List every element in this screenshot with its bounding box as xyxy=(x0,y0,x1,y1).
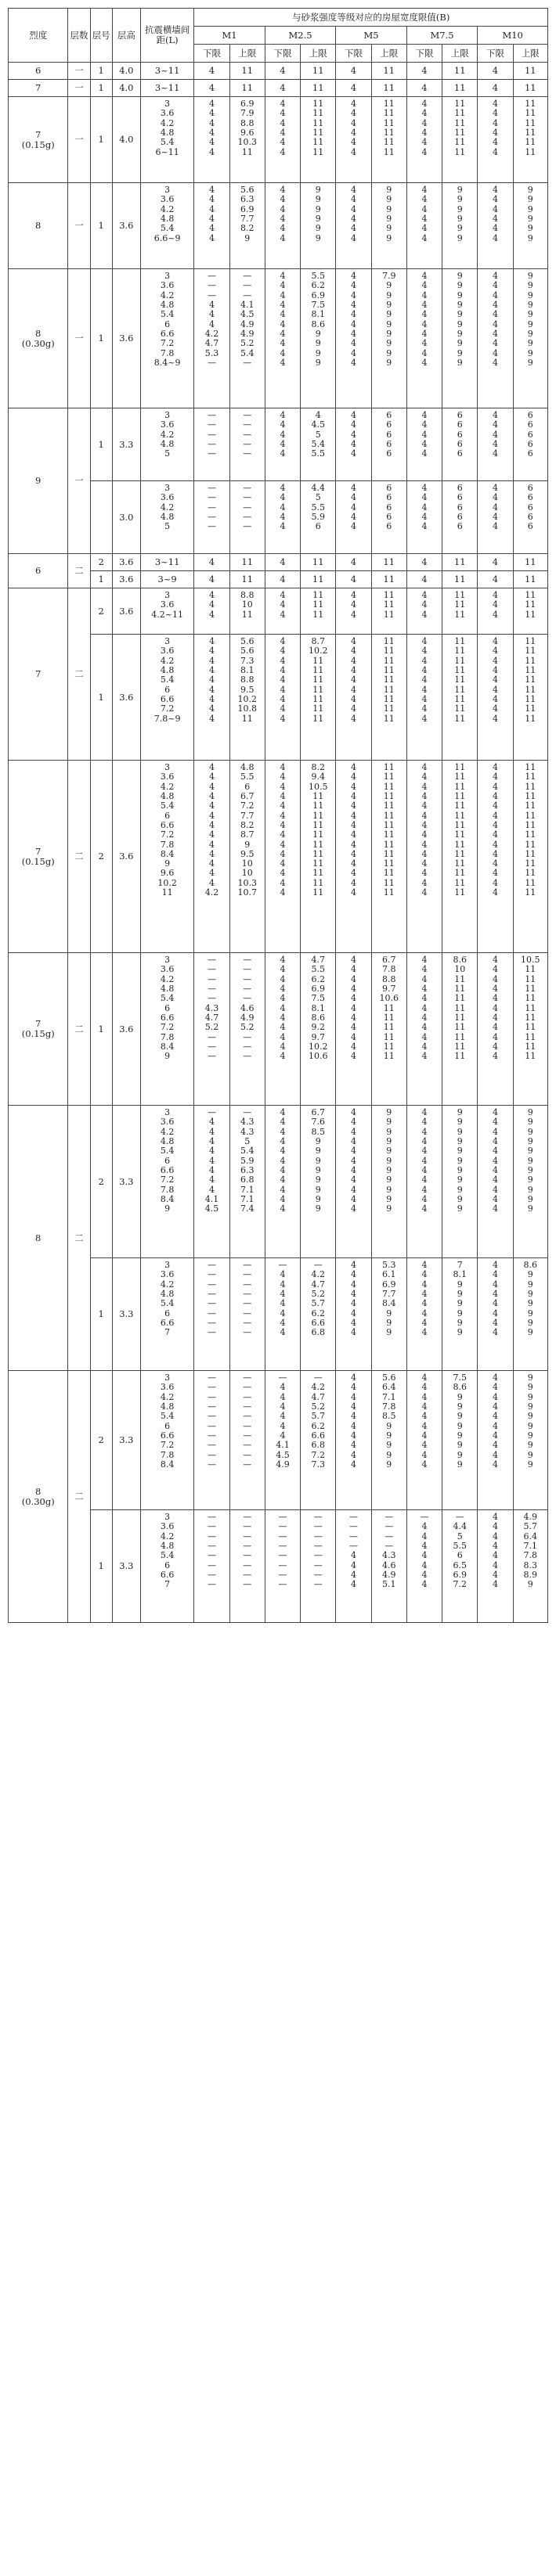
limit-cell: 11 11 11 11 11 11 xyxy=(371,97,406,183)
storeys-cell: 一 xyxy=(68,80,90,97)
spacing-cell: 3 3.6 4.2 4.8 5.4 6 6.6 7.2 7.8 8.4 xyxy=(140,1371,193,1510)
intensity-cell: 7 xyxy=(9,80,68,97)
limit-cell: — 4.4 5 5.5 6 6.5 6.9 7.2 xyxy=(442,1510,478,1623)
limit-cell: 5.6 5.6 7.3 8.1 8.8 9.5 10.2 10.8 11 xyxy=(229,635,265,761)
limit-cell: — — — — — — — — xyxy=(301,1510,336,1623)
limit-cell: 4 4 4 4 4 xyxy=(336,481,371,554)
storey-height-cell: 3.6 xyxy=(112,761,140,953)
limit-cell: 4 xyxy=(406,571,442,588)
header-storey-no: 层号 xyxy=(90,9,112,63)
limit-cell: 4 4 4 4 4 4 4 4 4 4 4 4 4 4 xyxy=(265,761,300,953)
storey-height-cell: 3.3 xyxy=(112,1371,140,1510)
storey-no-cell: 1 xyxy=(90,408,112,481)
spacing-cell: 3 3.6 4.2 4.8 5.4 6 6.6 7.2 7.8~9 xyxy=(140,635,193,761)
limit-cell: 4 4 4 4 4 4 4 4 4 xyxy=(336,635,371,761)
limit-cell: 4 xyxy=(336,554,371,571)
limit-cell: 4 4 4 4 4 4 4 4 4 4 4 xyxy=(478,1106,513,1258)
width-limit-table xyxy=(8,8,548,1623)
limit-cell: 11 xyxy=(442,554,478,571)
spacing-cell: 3~9 xyxy=(140,571,193,588)
storey-no-cell: 1 xyxy=(90,571,112,588)
limit-cell: — — — — — — — — — — xyxy=(194,1371,229,1510)
limit-cell: 4 xyxy=(406,554,442,571)
storey-no-cell: 1 xyxy=(90,63,112,80)
storey-no-cell: 2 xyxy=(90,588,112,635)
storey-height-cell: 3.6 xyxy=(112,269,140,408)
limit-cell: 11 11 11 11 11 11 11 11 11 xyxy=(442,635,478,761)
limit-cell: 4 xyxy=(265,80,300,97)
intensity-cell: 8 (0.30g) xyxy=(9,1371,68,1623)
limit-cell: 4 4 4 4 4 xyxy=(478,481,513,554)
limit-cell: 7.9 9 9 9 9 9 9 9 9 9 xyxy=(371,269,406,408)
limit-cell: — 4 4 4 4 4 4 4 xyxy=(265,1258,300,1371)
storey-height-cell: 3.6 xyxy=(112,571,140,588)
limit-cell: 4 4 4 4 4 4 4 4 4 4 4 4 4 4 xyxy=(336,761,371,953)
limit-cell: — — — — 4.3 4.6 4.9 5.1 xyxy=(371,1510,406,1623)
limit-cell: 8.8 10 11 xyxy=(229,588,265,635)
table-row xyxy=(9,761,548,953)
table-row xyxy=(9,554,548,571)
header-lower: 下限 xyxy=(265,45,300,63)
header-storeys: 层数 xyxy=(68,9,90,63)
limit-cell: 4 4 4 xyxy=(406,588,442,635)
storeys-cell: 二 xyxy=(68,588,90,761)
limit-cell: 7 8.1 9 9 9 9 9 9 xyxy=(442,1258,478,1371)
limit-cell: 11 xyxy=(229,571,265,588)
limit-cell: 4 xyxy=(194,554,229,571)
storey-no-cell xyxy=(90,481,112,554)
limit-cell: 4 4 4 4 4 4 4 4 4 4 4 xyxy=(406,1106,442,1258)
limit-cell: 4 4 4 4 4 4 4 4 4 4 xyxy=(478,1371,513,1510)
limit-cell: — 4.2 4.7 5.2 5.7 6.2 6.6 6.8 xyxy=(301,1258,336,1371)
limit-cell: 4 4 4 xyxy=(478,588,513,635)
spacing-cell: 3 3.6 4.2 4.8 5.4 6 6.6 7.2 7.8 8.4 9 xyxy=(140,953,193,1106)
limit-cell: — — — — — — — — xyxy=(229,1258,265,1371)
limit-cell: 11 xyxy=(442,80,478,97)
limit-cell: 4 xyxy=(336,80,371,97)
limit-cell: 11 11 11 11 11 11 11 11 11 xyxy=(371,635,406,761)
storeys-cell: 二 xyxy=(68,1106,90,1371)
limit-cell: 4 4 4 4 4 4 4 4 xyxy=(478,1510,513,1623)
limit-cell: 4 4 4 4 4 xyxy=(406,481,442,554)
limit-cell: 11 11 11 11 11 11 xyxy=(513,97,547,183)
table-row xyxy=(9,97,548,183)
limit-cell: 4 4 4 4 4 4 xyxy=(478,97,513,183)
storey-height-cell: 3.3 xyxy=(112,1106,140,1258)
limit-cell: — 4 4 4 4 4 4 4 xyxy=(406,1510,442,1623)
header-lower: 下限 xyxy=(194,45,229,63)
limit-cell: 4 4 4 4 4 4 4 4 4 4 xyxy=(265,269,300,408)
limit-cell: 11 xyxy=(513,571,547,588)
limit-cell: 4.9 5.7 6.4 7.1 7.8 8.3 8.9 9 xyxy=(513,1510,547,1623)
limit-cell: 6 6 6 6 6 xyxy=(513,481,547,554)
storeys-cell: 一 xyxy=(68,63,90,80)
limit-cell: 4 4 4 4 4 4 4 4 4 xyxy=(265,635,300,761)
limit-cell: 11 xyxy=(229,80,265,97)
storey-no-cell: 1 xyxy=(90,1258,112,1371)
limit-cell: 11 xyxy=(301,80,336,97)
limit-cell: 4 4 4 4 4 4 4 4 4 4 xyxy=(478,269,513,408)
limit-cell: 11 11 11 xyxy=(442,588,478,635)
limit-cell: 11 11 11 11 11 11 11 11 11 11 11 11 11 11 xyxy=(371,761,406,953)
limit-cell: 6 6 6 6 6 xyxy=(371,408,406,481)
limit-cell: 4 4 4 4 4 4 4 4 4 4 4 xyxy=(336,1106,371,1258)
limit-cell: 9 9 9 9 9 9 9 9 9 9 xyxy=(442,269,478,408)
storey-height-cell: 4.0 xyxy=(112,97,140,183)
table-row xyxy=(9,588,548,635)
table-row xyxy=(9,953,548,1106)
storey-height-cell: 3.6 xyxy=(112,588,140,635)
table-header xyxy=(9,9,548,63)
limit-cell: 11 11 11 11 11 11 11 11 11 xyxy=(513,635,547,761)
limit-cell: 4 4 4 4 4 4 4 4 4 4 4 xyxy=(406,953,442,1106)
limit-cell: 11 11 11 11 11 11 11 11 11 11 11 11 11 11 xyxy=(442,761,478,953)
limit-cell: 11 11 11 xyxy=(513,588,547,635)
header-grade: M7.5 xyxy=(406,27,478,45)
limit-cell: 4 4 4 4 4 4 4 4 4 xyxy=(406,635,442,761)
limit-cell: 11 xyxy=(442,63,478,80)
limit-cell: 11 xyxy=(229,63,265,80)
limit-cell: 4 4 4 4 4 4 xyxy=(406,97,442,183)
limit-cell: — — — — — — — — xyxy=(229,1510,265,1623)
limit-cell: 4 xyxy=(336,571,371,588)
limit-cell: 9 9 9 9 9 9 xyxy=(442,183,478,269)
limit-cell: 9 9 9 9 9 9 xyxy=(371,183,406,269)
limit-cell: 11 11 11 xyxy=(371,588,406,635)
limit-cell: 11 11 11 xyxy=(301,588,336,635)
intensity-cell: 8 (0.30g) xyxy=(9,269,68,408)
spacing-cell: 3~11 xyxy=(140,63,193,80)
limit-cell: 11 xyxy=(229,554,265,571)
limit-cell: 4 4 4 4 4 4 4 4 4 4 4 xyxy=(265,953,300,1106)
limit-cell: — — — — — — — — xyxy=(265,1510,300,1623)
intensity-cell: 7 (0.15g) xyxy=(9,97,68,183)
limit-cell: 6 6 6 6 6 xyxy=(442,481,478,554)
header-grade: M1 xyxy=(194,27,265,45)
limit-cell: 8.2 9.4 10.5 11 11 11 11 11 11 11 11 11 11 11 xyxy=(301,761,336,953)
header-intensity: 烈度 xyxy=(9,9,68,63)
limit-cell: 11 xyxy=(371,554,406,571)
limit-cell: 11 xyxy=(301,63,336,80)
limit-cell: — — — — 4 4 4 4 xyxy=(336,1510,371,1623)
header-upper: 上限 xyxy=(229,45,265,63)
storey-height-cell: 3.3 xyxy=(112,1510,140,1623)
limit-cell: 4 xyxy=(336,63,371,80)
spacing-cell: 3 3.6 4.2 4.8 5.4 6 6.6 7.2 7.8 8.4~9 xyxy=(140,269,193,408)
limit-cell: — — — — — — — — xyxy=(194,1258,229,1371)
intensity-cell: 8 xyxy=(9,1106,68,1371)
limit-cell: 9 9 9 9 9 9 9 9 9 9 9 xyxy=(371,1106,406,1258)
header-upper: 上限 xyxy=(513,45,547,63)
limit-cell: 11 xyxy=(442,571,478,588)
limit-cell: 4 4 4 4 4 4 xyxy=(265,183,300,269)
storeys-cell: 一 xyxy=(68,408,90,554)
limit-cell: 9 9 9 9 9 9 9 9 9 9 9 xyxy=(513,1106,547,1258)
limit-cell: 4 xyxy=(194,571,229,588)
limit-cell: 4 4 4 4 4 xyxy=(265,481,300,554)
header-lower: 下限 xyxy=(336,45,371,63)
spacing-cell: 3~11 xyxy=(140,554,193,571)
limit-cell: 4 4 4 xyxy=(336,588,371,635)
header-width-limit-group: 与砂浆强度等级对应的房屋宽度限值(B) xyxy=(194,9,548,27)
limit-cell: 4 xyxy=(265,63,300,80)
limit-cell: 4 4 4 4 4 xyxy=(406,408,442,481)
limit-cell: 4 4 4 4 4 4 4 4 4 4 4 xyxy=(265,1106,300,1258)
spacing-cell: 3 3.6 4.2 4.8 5.4 6 6.6 7.2 7.8 8.4 9 9.6 10.2 11 xyxy=(140,761,193,953)
limit-cell: 4 4 4 4 4 4 4 4 4 4 4 4 4 4.2 xyxy=(194,761,229,953)
limit-cell: — — — — — xyxy=(194,481,229,554)
limit-cell: — 4.3 4.3 5 5.4 5.9 6.3 6.8 7.1 7.1 7.4 xyxy=(229,1106,265,1258)
spacing-cell: 3 3.6 4.2~11 xyxy=(140,588,193,635)
limit-cell: 4 4 4 4 4 4 xyxy=(406,183,442,269)
table-row xyxy=(9,1371,548,1510)
intensity-cell: 7 xyxy=(9,588,68,761)
storey-no-cell: 2 xyxy=(90,554,112,571)
storeys-cell: 二 xyxy=(68,554,90,588)
limit-cell: 4 4 4 4 4 xyxy=(336,408,371,481)
limit-cell: 11 xyxy=(371,80,406,97)
storeys-cell: 一 xyxy=(68,97,90,183)
limit-cell: — — — 4.1 4.5 4.9 4.9 5.2 5.4 — xyxy=(229,269,265,408)
limit-cell: 6.7 7.6 8.5 9 9 9 9 9 9 9 9 xyxy=(301,1106,336,1258)
limit-cell: 5.3 6.1 6.9 7.7 8.4 9 9 9 xyxy=(371,1258,406,1371)
table-row xyxy=(9,269,548,408)
header-lower: 下限 xyxy=(406,45,442,63)
limit-cell: 11 xyxy=(371,63,406,80)
storey-no-cell: 2 xyxy=(90,1371,112,1510)
limit-cell: 4 4 4 4 4 4 4 4 4 xyxy=(194,635,229,761)
header-grade: M2.5 xyxy=(265,27,336,45)
limit-cell: 4 4 4 4 4 4 xyxy=(336,97,371,183)
limit-cell: 11 xyxy=(371,571,406,588)
intensity-cell: 7 (0.15g) xyxy=(9,761,68,953)
storeys-cell: 二 xyxy=(68,1371,90,1623)
table-row xyxy=(9,80,548,97)
limit-cell: 4 4 4 4 4 4 4 4 xyxy=(406,1258,442,1371)
limit-cell: 4 4 4 4 4 4 xyxy=(194,97,229,183)
intensity-cell: 7 (0.15g) xyxy=(9,953,68,1106)
intensity-cell: 6 xyxy=(9,63,68,80)
limit-cell: 11 11 11 11 11 11 xyxy=(301,97,336,183)
limit-cell: — 4.2 4.7 5.2 5.7 6.2 6.6 6.8 7.2 7.3 xyxy=(301,1371,336,1510)
storey-no-cell: 1 xyxy=(90,183,112,269)
storey-height-cell: 3.3 xyxy=(112,1258,140,1371)
limit-cell: 4 xyxy=(406,63,442,80)
storey-no-cell: 1 xyxy=(90,269,112,408)
storey-no-cell: 1 xyxy=(90,1510,112,1623)
storeys-cell: 一 xyxy=(68,183,90,269)
limit-cell: 4 4 4 xyxy=(265,588,300,635)
limit-cell: 4 xyxy=(406,80,442,97)
limit-cell: — — — — — 4.3 4.7 5.2 — — — xyxy=(194,953,229,1106)
spacing-cell: 3 3.6 4.2 4.8 5.4 6.6~9 xyxy=(140,183,193,269)
limit-cell: 4 4.5 5 5.4 5.5 xyxy=(301,408,336,481)
limit-cell: 4 4 4 4 4 4 4 4 4 4 4 4 4 4 xyxy=(406,761,442,953)
storey-height-cell: 3.6 xyxy=(112,953,140,1106)
limit-cell: 4 4 4 xyxy=(194,588,229,635)
limit-cell: 4 xyxy=(478,554,513,571)
header-upper: 上限 xyxy=(301,45,336,63)
limit-cell: 4 xyxy=(265,554,300,571)
storeys-cell: 二 xyxy=(68,761,90,953)
limit-cell: 5.6 6.3 6.9 7.7 8.2 9 xyxy=(229,183,265,269)
limit-cell: 11 xyxy=(513,554,547,571)
storey-no-cell: 2 xyxy=(90,1106,112,1258)
spacing-cell: 3 3.6 4.2 4.8 5.4 6~11 xyxy=(140,97,193,183)
limit-cell: — — — 4 4 4 4.2 4.7 5.3 — xyxy=(194,269,229,408)
storeys-cell: 一 xyxy=(68,269,90,408)
limit-cell: 8.7 10.2 11 11 11 11 11 11 11 xyxy=(301,635,336,761)
limit-cell: 4 xyxy=(478,63,513,80)
limit-cell: 5.5 6.2 6.9 7.5 8.1 8.6 9 9 9 9 xyxy=(301,269,336,408)
limit-cell: 4 4 4 4 4 xyxy=(265,408,300,481)
limit-cell: 9 9 9 9 9 9 9 9 9 9 xyxy=(513,1371,547,1510)
limit-cell: — 4 4 4 4 4 4 4.1 4.5 4.9 xyxy=(265,1371,300,1510)
spacing-cell: 3~11 xyxy=(140,80,193,97)
header-grade: M5 xyxy=(336,27,407,45)
spacing-cell: 3 3.6 4.2 4.8 5 xyxy=(140,481,193,554)
limit-cell: 9 9 9 9 9 9 xyxy=(513,183,547,269)
storey-height-cell: 4.0 xyxy=(112,80,140,97)
limit-cell: 8.6 9 9 9 9 9 9 9 xyxy=(513,1258,547,1371)
storey-no-cell: 2 xyxy=(90,761,112,953)
limit-cell: 5.6 6.4 7.1 7.8 8.5 9 9 9 9 9 xyxy=(371,1371,406,1510)
header-grade: M10 xyxy=(478,27,548,45)
header-upper: 上限 xyxy=(371,45,406,63)
storey-height-cell: 3.0 xyxy=(112,481,140,554)
limit-cell: — — — — — xyxy=(229,481,265,554)
storey-no-cell: 1 xyxy=(90,80,112,97)
limit-cell: 4 xyxy=(478,80,513,97)
limit-cell: 4 xyxy=(478,571,513,588)
limit-cell: 4 4 4 4 4 4 xyxy=(265,97,300,183)
limit-cell: 7.5 8.6 9 9 9 9 9 9 9 9 xyxy=(442,1371,478,1510)
limit-cell: 4.7 5.5 6.2 6.9 7.5 8.1 8.6 9.2 9.7 10.2 10.6 xyxy=(301,953,336,1106)
limit-cell: 4 xyxy=(265,571,300,588)
limit-cell: 4 4 4 4 4 4 4 4 4 4 xyxy=(406,1371,442,1510)
limit-cell: 4 xyxy=(194,80,229,97)
table-row xyxy=(9,183,548,269)
limit-cell: 4 4 4 4 4 4 4 4 4 xyxy=(478,635,513,761)
intensity-cell: 8 xyxy=(9,183,68,269)
header-wall-spacing: 抗震横墙间距(L) xyxy=(140,9,193,63)
table-row xyxy=(9,1106,548,1258)
limit-cell: 6.9 7.9 8.8 9.6 10.3 11 xyxy=(229,97,265,183)
storeys-cell: 二 xyxy=(68,953,90,1106)
limit-cell: 6 6 6 6 6 xyxy=(442,408,478,481)
limit-cell: 4 4 4 4 4 4 4 4 xyxy=(336,1258,371,1371)
limit-cell: 4.4 5 5.5 5.9 6 xyxy=(301,481,336,554)
storey-no-cell: 1 xyxy=(90,97,112,183)
limit-cell: — — — — — — — — — — xyxy=(229,1371,265,1510)
limit-cell: 4 xyxy=(194,63,229,80)
header-storey-height: 层高 xyxy=(112,9,140,63)
limit-cell: 4 4 4 4 4 4 4 4 4 4 4 xyxy=(478,953,513,1106)
limit-cell: 11 xyxy=(301,554,336,571)
limit-cell: 11 xyxy=(301,571,336,588)
limit-cell: 4 4 4 4 4 xyxy=(478,408,513,481)
storey-height-cell: 3.3 xyxy=(112,408,140,481)
spacing-cell: 3 3.6 4.2 4.8 5.4 6 6.6 7 xyxy=(140,1510,193,1623)
spacing-cell: 3 3.6 4.2 4.8 5 xyxy=(140,408,193,481)
limit-cell: 6 6 6 6 6 xyxy=(371,481,406,554)
storey-height-cell: 4.0 xyxy=(112,63,140,80)
limit-cell: 4 4 4 4 4 4 xyxy=(194,183,229,269)
limit-cell: 4 4 4 4 4 4 4 4 4 4 4 4 4 4 xyxy=(478,761,513,953)
limit-cell: 9 9 9 9 9 9 xyxy=(301,183,336,269)
limit-cell: — — — — — 4.6 4.9 5.2 — — — xyxy=(229,953,265,1106)
table-row xyxy=(9,63,548,80)
table-body xyxy=(9,63,548,1623)
limit-cell: — — — — — — — — xyxy=(194,1510,229,1623)
limit-cell: 9 9 9 9 9 9 9 9 9 9 xyxy=(513,269,547,408)
limit-cell: 4 4 4 4 4 4 4 4 4 4 4 xyxy=(336,953,371,1106)
header-lower: 下限 xyxy=(478,45,513,63)
intensity-cell: 6 xyxy=(9,554,68,588)
limit-cell: 6 6 6 6 6 xyxy=(513,408,547,481)
intensity-cell: 9 xyxy=(9,408,68,554)
storey-height-cell: 3.6 xyxy=(112,635,140,761)
limit-cell: — — — — — xyxy=(229,408,265,481)
limit-cell: 11 xyxy=(513,63,547,80)
limit-cell: — — — — — xyxy=(194,408,229,481)
limit-cell: 4 4 4 4 4 4 4 4 4 4 xyxy=(406,269,442,408)
limit-cell: 11 11 11 11 11 11 11 11 11 11 11 11 11 11 xyxy=(513,761,547,953)
storey-height-cell: 3.6 xyxy=(112,554,140,571)
storey-no-cell: 1 xyxy=(90,635,112,761)
limit-cell: 4.8 5.5 6 6.7 7.2 7.7 8.2 8.7 9 9.5 10 10 10.3 10.7 xyxy=(229,761,265,953)
header-upper: 上限 xyxy=(442,45,478,63)
limit-cell: 9 9 9 9 9 9 9 9 9 9 9 xyxy=(442,1106,478,1258)
storey-no-cell: 1 xyxy=(90,953,112,1106)
limit-cell: 11 11 11 11 11 11 xyxy=(442,97,478,183)
limit-cell: 10.5 11 11 11 11 11 11 11 11 11 11 xyxy=(513,953,547,1106)
limit-cell: 4 4 4 4 4 4 4 4 4 4 xyxy=(336,1371,371,1510)
spacing-cell: 3 3.6 4.2 4.8 5.4 6 6.6 7 xyxy=(140,1258,193,1371)
limit-cell: 4 4 4 4 4 4 xyxy=(478,183,513,269)
limit-cell: 11 xyxy=(513,80,547,97)
limit-cell: 4 4 4 4 4 4 4 4 4 4 xyxy=(336,269,371,408)
table-row xyxy=(9,408,548,481)
limit-cell: 4 4 4 4 4 4 xyxy=(336,183,371,269)
spacing-cell: 3 3.6 4.2 4.8 5.4 6 6.6 7.2 7.8 8.4 9 xyxy=(140,1106,193,1258)
limit-cell: 8.6 10 11 11 11 11 11 11 11 11 11 xyxy=(442,953,478,1106)
limit-cell: — 4 4 4 4 4 4 4 4 4.1 4.5 xyxy=(194,1106,229,1258)
limit-cell: 6.7 7.8 8.8 9.7 10.6 11 11 11 11 11 11 xyxy=(371,953,406,1106)
storey-height-cell: 3.6 xyxy=(112,183,140,269)
limit-cell: 4 4 4 4 4 4 4 4 xyxy=(478,1258,513,1371)
